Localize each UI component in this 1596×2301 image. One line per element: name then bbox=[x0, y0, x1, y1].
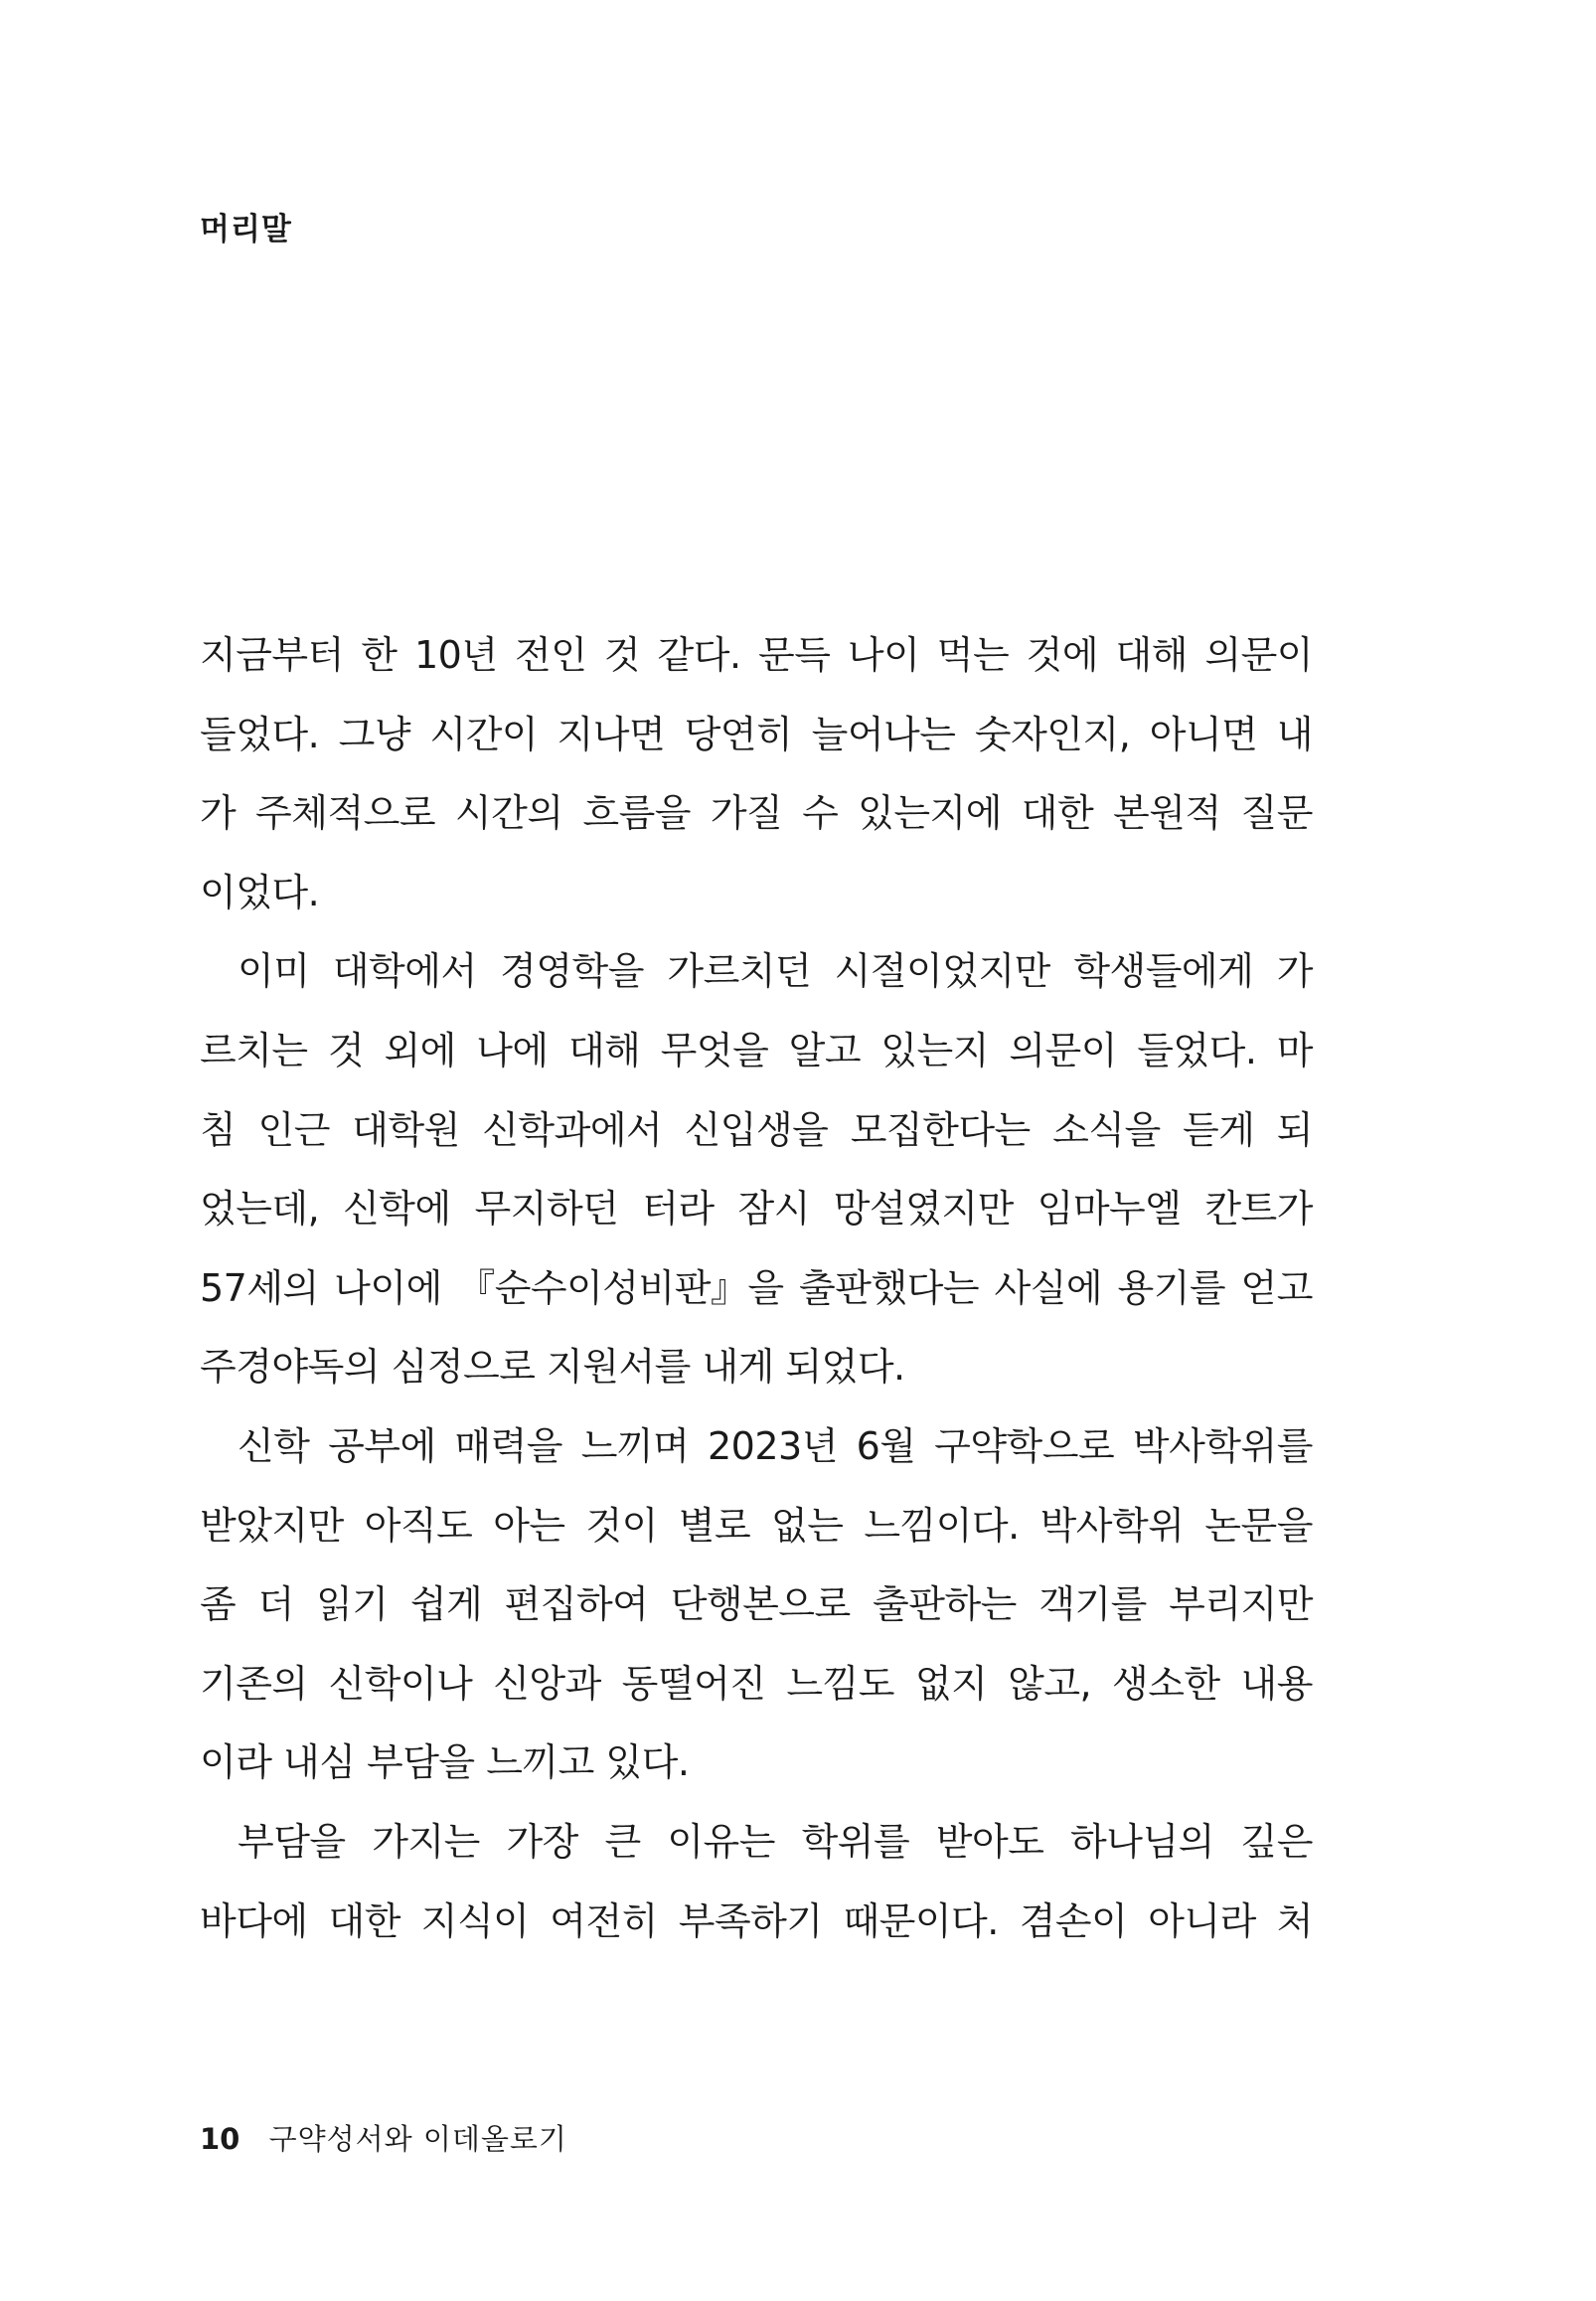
text-line: 이었다. bbox=[200, 870, 320, 914]
text-line: 이미 대학에서 경영학을 가르치던 시절이었지만 학생들에게 가 bbox=[238, 949, 1313, 994]
text-line: 주경야독의 심정으로 지원서를 내게 되었다. bbox=[200, 1345, 905, 1390]
paragraph bbox=[200, 616, 1313, 932]
text-line: 르치는 것 외에 나에 대해 무엇을 알고 있는지 의문이 들었다. 마 bbox=[200, 1028, 1313, 1072]
text-line: 들었다. 그냥 시간이 지나면 당연히 늘어나는 숫자인지, 아니면 내 bbox=[200, 712, 1313, 756]
body-text bbox=[200, 616, 1313, 1961]
paragraph bbox=[200, 932, 1313, 1407]
text-line: 었는데, 신학에 무지하던 터라 잠시 망설였지만 임마누엘 칸트가 bbox=[200, 1187, 1313, 1232]
text-line: 침 인근 대학원 신학과에서 신입생을 모집한다는 소식을 듣게 되 bbox=[200, 1107, 1313, 1152]
running-book-title: 구약성서와 이데올로기 bbox=[268, 2122, 567, 2156]
text-line: 좀 더 읽기 쉽게 편집하여 단행본으로 출판하는 객기를 부리지만 bbox=[200, 1582, 1313, 1627]
text-line: 이라 내심 부담을 느끼고 있다. bbox=[200, 1740, 690, 1785]
paragraph bbox=[200, 1803, 1313, 1961]
text-line: 가 주체적으로 시간의 흐름을 가질 수 있는지에 대한 본원적 질문 bbox=[200, 791, 1313, 836]
text-line: 신학 공부에 매력을 느끼며 2023년 6월 구약학으로 박사학위를 bbox=[238, 1423, 1313, 1468]
text-line: 기존의 신학이나 신앙과 동떨어진 느낌도 없지 않고, 생소한 내용 bbox=[200, 1661, 1313, 1706]
page-footer bbox=[200, 2117, 567, 2158]
text-line: 57세의 나이에 『순수이성비판』을 출판했다는 사실에 용기를 얻고 bbox=[200, 1265, 1313, 1310]
page-number: 10 bbox=[200, 2122, 240, 2156]
text-line: 지금부터 한 10년 전인 것 같다. 문득 나이 먹는 것에 대해 의문이 bbox=[200, 633, 1313, 677]
paragraph bbox=[200, 1407, 1313, 1803]
text-line: 부담을 가지는 가장 큰 이유는 학위를 받아도 하나님의 깊은 bbox=[238, 1819, 1313, 1864]
chapter-heading: 머리말 bbox=[200, 212, 292, 247]
text-line: 바다에 대한 지식이 여전히 부족하기 때문이다. 겸손이 아니라 처 bbox=[200, 1898, 1313, 1943]
text-line: 받았지만 아직도 아는 것이 별로 없는 느낌이다. 박사학위 논문을 bbox=[200, 1503, 1313, 1548]
